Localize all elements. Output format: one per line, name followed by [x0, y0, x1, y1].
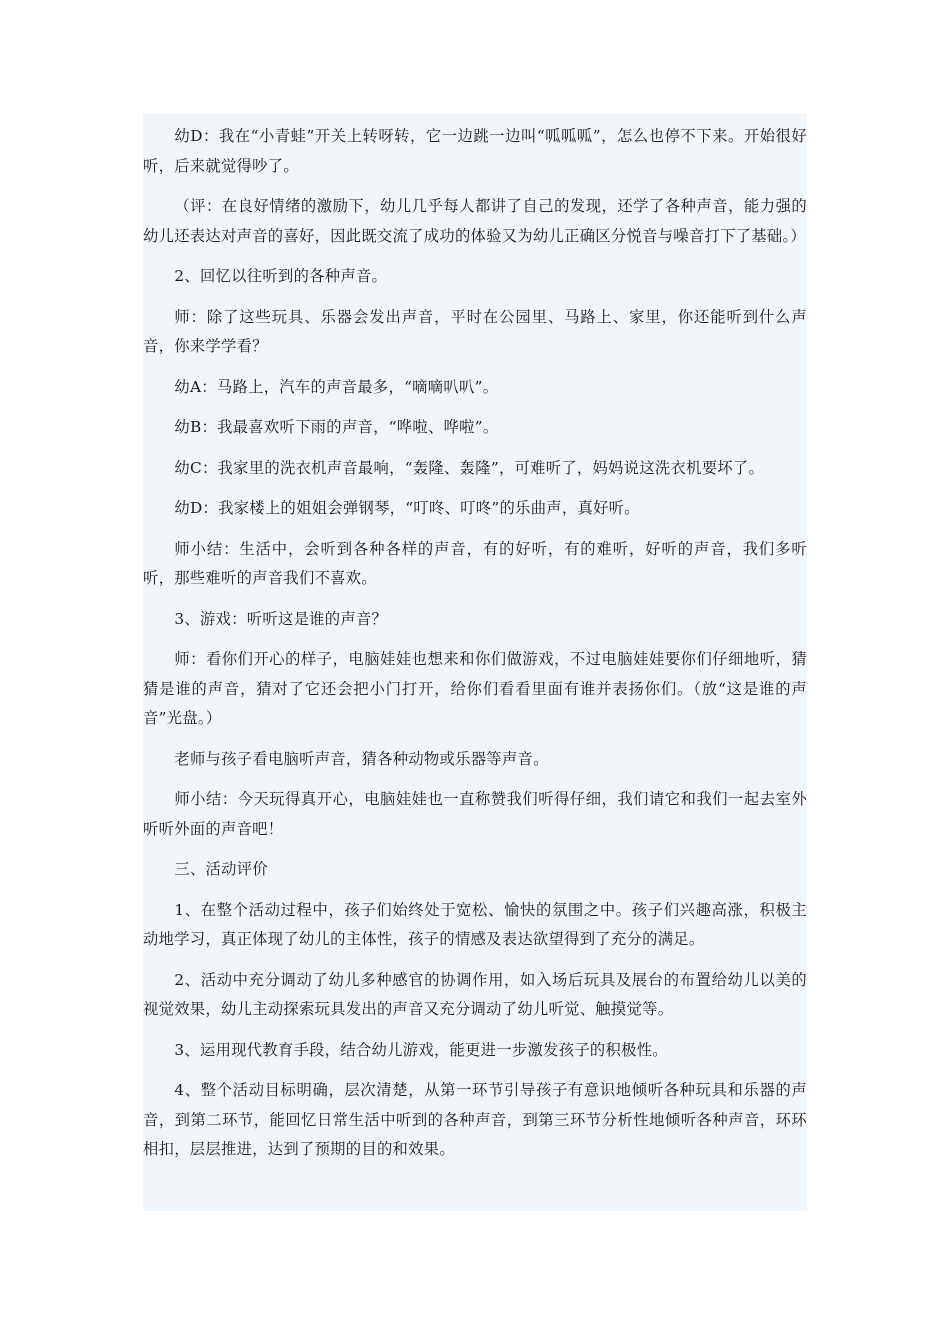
paragraph-evaluation-4: 4、整个活动目标明确，层次清楚，从第一环节引导孩子有意识地倾听各种玩具和乐器的声音，到第二环节，能回忆日常生活中听到的各种声音，到第三环节分析性地倾听各种声音，环环相扣，层层推进，达到了预期的目的和效果。 — [143, 1081, 807, 1158]
paragraph-teacher-question: 师：除了这些玩具、乐器会发出声音，平时在公园里、马路上、家里，你还能听到什么声音，你来学学看？ — [143, 307, 807, 355]
paragraph-evaluation-1: 1、在整个活动过程中，孩子们始终处于宽松、愉快的氛围之中。孩子们兴趣高涨，积极主动地学习，真正体现了幼儿的主体性，孩子的情感及表达欲望得到了充分的满足。 — [143, 900, 807, 948]
paragraph-teacher-game: 师：看你们开心的样子，电脑娃娃也想来和你们做游戏，不过电脑娃娃要你们仔细地听，猜猜是谁的声音，猜对了它还会把小门打开，给你们看看里面有谁并表扬你们。（放“这是谁的声音”光盘。） — [143, 650, 807, 727]
paragraph-kid-a: 幼A：马路上，汽车的声音最多，“嘀嘀叭叭”。 — [174, 377, 499, 396]
paragraph-evaluation-3: 3、运用现代教育手段，结合幼儿游戏，能更进一步激发孩子的积极性。 — [174, 1040, 668, 1059]
paragraph-section-3-heading: 3、游戏：听听这是谁的声音？ — [174, 609, 388, 628]
paragraph-evaluation-heading: 三、活动评价 — [174, 860, 268, 878]
paragraph-section-2-heading: 2、回忆以往听到的各种声音。 — [174, 267, 388, 285]
document-content — [143, 114, 807, 1211]
paragraph-teacher-children: 老师与孩子看电脑听声音，猜各种动物或乐器等声音。 — [174, 749, 549, 768]
paragraph-teacher-summary-1: 师小结：生活中，会听到各种各样的声音，有的好听，有的难听，好听的声音，我们多听听，那些难听的声音我们不喜欢。 — [143, 539, 807, 587]
paragraph-kid-b: 幼B：我最喜欢听下雨的声音，“哗啦、哗啦”。 — [174, 418, 499, 436]
paragraph-kid-d-piano: 幼D：我家楼上的姐姐会弹钢琴，“叮咚、叮咚”的乐曲声，真好听。 — [174, 499, 640, 517]
paragraph-kid-d-frog: 幼D：我在“小青蛙”开关上转呀转，它一边跳一边叫“呱呱呱”，怎么也停不下来。开始很好听，后来就觉得吵了。 — [143, 127, 807, 175]
paragraph-evaluation-2: 2、活动中充分调动了幼儿多种感官的协调作用，如入场后玩具及展台的布置给幼儿以美的视觉效果，幼儿主动探索玩具发出的声音又充分调动了幼儿听觉、触摸觉等。 — [143, 970, 807, 1018]
paragraph-kid-c: 幼C：我家里的洗衣机声音最响，“轰隆、轰隆”，可难听了，妈妈说这洗衣机要坏了。 — [174, 458, 765, 477]
paragraph-comment: （评：在良好情绪的激励下，幼儿几乎每人都讲了自己的发现，还学了各种声音，能力强的幼儿还表达对声音的喜好，因此既交流了成功的体验又为幼儿正确区分悦音与噪音打下了基础。） — [143, 197, 807, 245]
paragraph-teacher-summary-2: 师小结：今天玩得真开心，电脑娃娃也一直称赞我们听得仔细，我们请它和我们一起去室外听听外面的声音吧！ — [143, 790, 807, 838]
